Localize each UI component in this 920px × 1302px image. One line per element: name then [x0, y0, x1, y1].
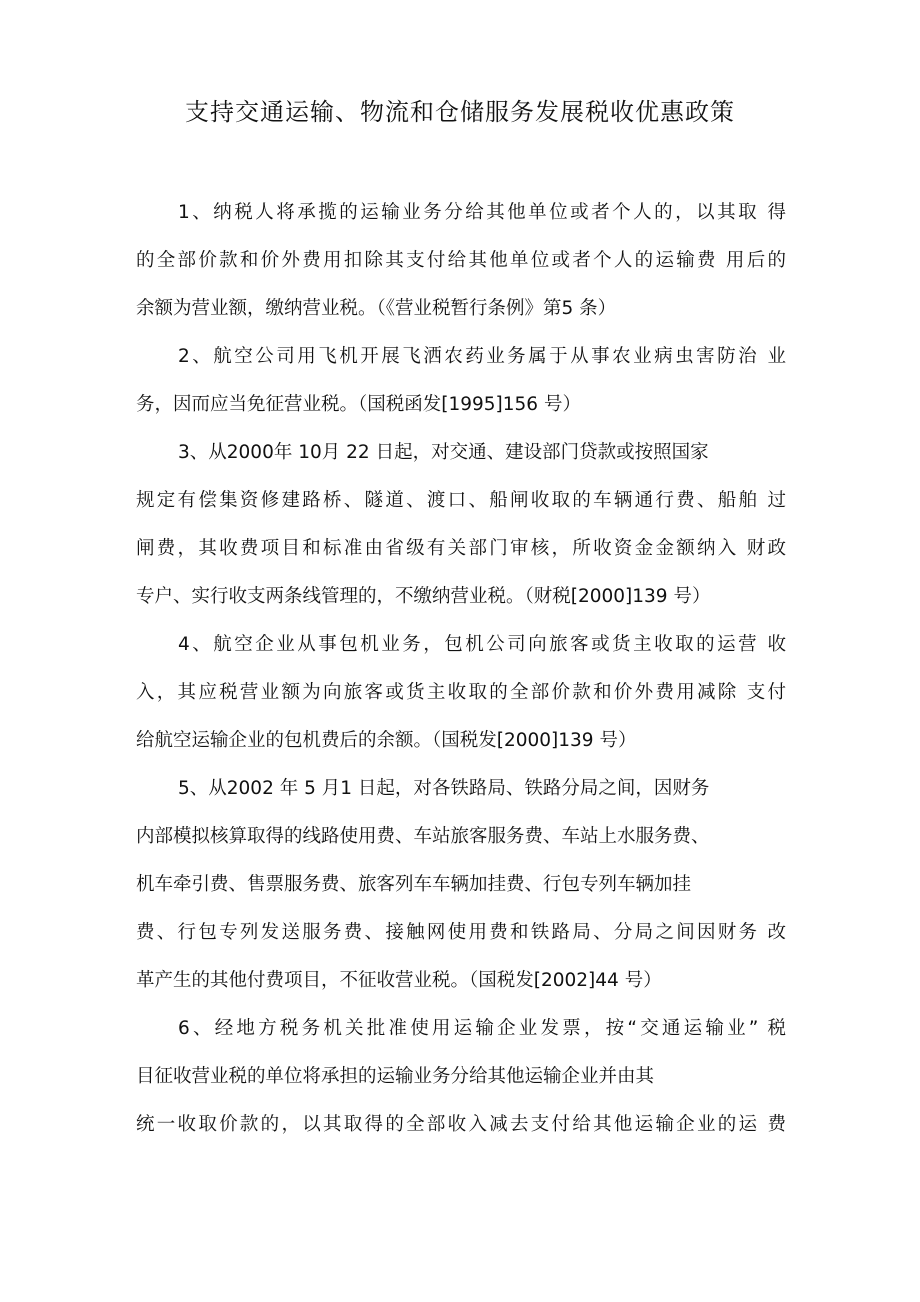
text-line: 余额为营业额，缴纳营业税。（《营业税暂行条例》第5 条） — [136, 298, 617, 319]
text-line: 机车牵引费、售票服务费、旅客列车车辆加挂费、行包专列车辆加挂 — [136, 874, 692, 895]
text-line: 给航空运输企业的包机费后的余额。（国税发[2000]139 号） — [136, 730, 637, 751]
document-title: 支持交通运输、物流和仓储服务发展税收优惠政策 — [185, 98, 735, 126]
text-line: 3、从2000年 10月 22 日起，对交通、建设部门贷款或按照国家 — [178, 442, 709, 463]
text-line: 规定有偿集资修建路桥、隧道、渡口、船闸收取的车辆通行费、船舶 过 — [136, 490, 786, 511]
text-line: 2、航空公司用飞机开展飞洒农药业务属于从事农业病虫害防治 业 — [178, 346, 786, 367]
text-line: 1、纳税人将承揽的运输业务分给其他单位或者个人的，以其取 得 — [178, 202, 786, 223]
text-line: 6、经地方税务机关批准使用运输企业发票，按“交通运输业” 税 — [178, 1018, 786, 1039]
text-line: 闸费，其收费项目和标准由省级有关部门审核，所收资金金额纳入 财政 — [136, 538, 786, 559]
text-line: 统一收取价款的，以其取得的全部收入减去支付给其他运输企业的运 费 — [136, 1114, 786, 1135]
text-line: 革产生的其他付费项目，不征收营业税。（国税发[2002]44 号） — [136, 970, 662, 991]
text-line: 费、行包专列发送服务费、接触网使用费和铁路局、分局之间因财务 改 — [136, 922, 786, 943]
text-line: 内部模拟核算取得的线路使用费、车站旅客服务费、车站上水服务费、 — [136, 826, 710, 847]
text-line: 目征收营业税的单位将承担的运输业务分给其他运输企业并由其 — [136, 1066, 655, 1087]
text-line: 5、从2002 年 5 月1 日起，对各铁路局、铁路分局之间，因财务 — [178, 778, 710, 799]
text-line: 4、航空企业从事包机业务，包机公司向旅客或货主收取的运营 收 — [178, 634, 786, 655]
text-line: 专户、实行收支两条线管理的，不缴纳营业税。（财税[2000]139 号） — [136, 586, 711, 607]
text-line: 的全部价款和价外费用扣除其支付给其他单位或者个人的运输费 用后的 — [136, 250, 786, 271]
text-line: 入，其应税营业额为向旅客或货主收取的全部价款和价外费用减除 支付 — [136, 682, 786, 703]
text-line: 务，因而应当免征营业税。（国税函发[1995]156 号） — [136, 394, 581, 415]
